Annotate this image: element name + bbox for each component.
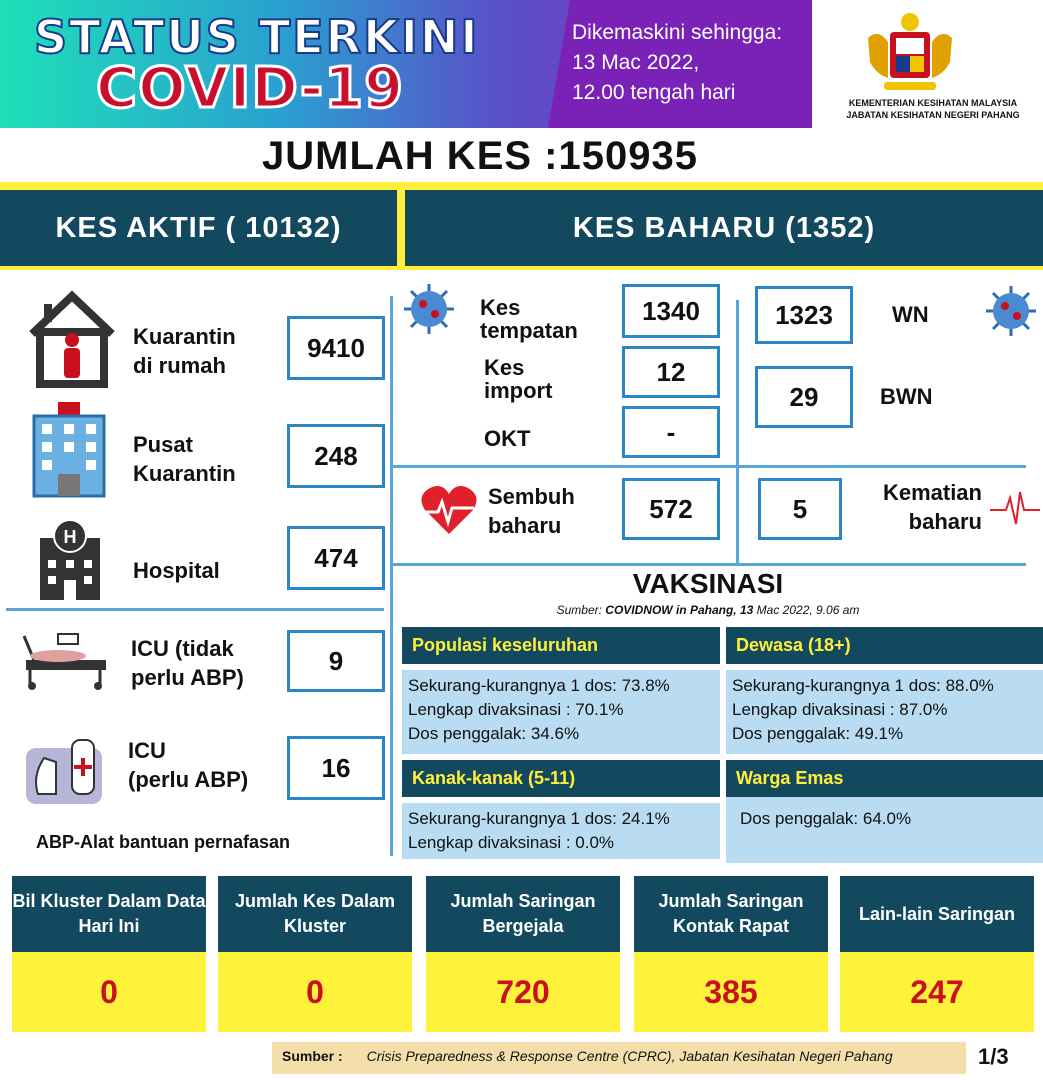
non-citizen-value: 29 — [755, 366, 853, 428]
heart-icon — [420, 484, 478, 536]
update-info — [572, 18, 782, 108]
deaths-label: Kematian baharu — [882, 480, 982, 534]
divider — [736, 300, 739, 564]
abp-note: ABP-Alat bantuan pernafasan — [36, 832, 291, 852]
vaccine-source: Sumber: COVIDNOW in Pahang, 13 Mac 2022, 9.06 am — [556, 603, 860, 617]
total-cases: JUMLAH KES :150935 — [262, 134, 698, 178]
org-name: KEMENTERIAN KESIHATAN MALAYSIA — [848, 98, 1018, 108]
icu-no-ventilator-label: ICU (tidak perlu ABP) — [131, 636, 244, 690]
title-line1: STATUS TERKINI — [34, 10, 480, 64]
divider — [6, 608, 384, 611]
close-contact-screening-label: Jumlah Saringan Kontak Rapat — [634, 876, 828, 952]
icu-no-ventilator-value: 9 — [287, 630, 385, 692]
recovered-label: Sembuh baharu — [488, 484, 575, 538]
cluster-count-label: Bil Kluster Dalam Data Hari Ini — [12, 876, 206, 952]
active-cases-header: KES AKTIF ( 10132) — [0, 190, 397, 266]
symptomatic-screening-value: 720 — [426, 952, 620, 1032]
local-cases-value: 1340 — [622, 284, 720, 338]
cluster-cases-label: Jumlah Kes Dalam Kluster — [218, 876, 412, 952]
vaccine-panel-children: Kanak-kanak (5-11) Sekurang-kurangnya 1 dos: 24.1% Lengkap divaksinasi : 0.0% — [402, 760, 720, 859]
symptomatic-screening-label: Jumlah Saringan Bergejala — [426, 876, 620, 952]
lungs-icon — [22, 736, 106, 806]
page-number: 1/3 — [978, 1044, 1009, 1069]
heartbeat-icon — [990, 488, 1040, 528]
citizen-label: WN — [892, 302, 929, 327]
cluster-count-value: 0 — [12, 952, 206, 1032]
vaccine-panel-population: Populasi keseluruhan Sekurang-kurangnya 1 dos: 73.8% Lengkap divaksinasi : 70.1% Dos penggalak: 34.6% — [402, 627, 720, 754]
svg-text:H: H — [63, 527, 77, 547]
cluster-cases-value: 0 — [218, 952, 412, 1032]
icu-ventilator-value: 16 — [287, 736, 385, 800]
local-cases-label: Kes tempatan — [480, 295, 578, 343]
home-quarantine-value: 9410 — [287, 316, 385, 380]
new-cases-header: KES BAHARU (1352) — [405, 190, 1043, 266]
hospital-bed-icon — [18, 630, 110, 692]
title-line2: COVID-19 — [96, 56, 405, 121]
close-contact-screening-value: 385 — [634, 952, 828, 1032]
other-screening-value: 247 — [840, 952, 1034, 1032]
citizen-value: 1323 — [755, 286, 853, 344]
virus-icon — [402, 282, 456, 336]
okt-label: OKT — [484, 426, 531, 451]
hospital-value: 474 — [287, 526, 385, 590]
quarantine-center-value: 248 — [287, 424, 385, 488]
footer-source: Sumber : Crisis Preparedness & Response Centre (CPRC), Jabatan Kesihatan Negeri Pahang — [272, 1042, 966, 1074]
vaccine-title: VAKSINASI — [632, 568, 784, 599]
home-quarantine-label: Kuarantin di rumah — [133, 324, 236, 378]
virus-icon — [984, 284, 1038, 338]
hospital-icon — [36, 518, 104, 600]
coat-of-arms-icon — [860, 8, 960, 96]
icu-ventilator-label: ICU (perlu ABP) — [128, 738, 249, 792]
vaccine-panel-adult: Dewasa (18+) Sekurang-kurangnya 1 dos: 88.0% Lengkap divaksinasi : 87.0% Dos penggalak: 49.1% — [726, 627, 1043, 754]
okt-value: - — [622, 406, 720, 458]
deaths-value: 5 — [758, 478, 842, 540]
hospital-label: Hospital — [133, 558, 220, 583]
update-line3: 12.00 tengah hari — [572, 81, 736, 104]
divider — [390, 465, 1026, 468]
house-person-icon — [26, 290, 118, 390]
building-icon — [28, 402, 110, 498]
divider — [390, 563, 1026, 566]
import-cases-value: 12 — [622, 346, 720, 398]
quarantine-center-label: Pusat Kuarantin — [133, 432, 236, 486]
non-citizen-label: BWN — [880, 384, 933, 409]
vaccine-panel-elderly: Warga Emas Dos penggalak: 64.0% — [726, 760, 1043, 863]
other-screening-label: Lain-lain Saringan — [840, 876, 1034, 952]
org-dept: JABATAN KESIHATAN NEGERI PAHANG — [846, 110, 1020, 120]
update-line1: Dikemaskini sehingga: — [572, 21, 783, 44]
update-line2: 13 Mac 2022, — [572, 51, 700, 74]
recovered-value: 572 — [622, 478, 720, 540]
import-cases-label: Kes import — [484, 355, 553, 403]
